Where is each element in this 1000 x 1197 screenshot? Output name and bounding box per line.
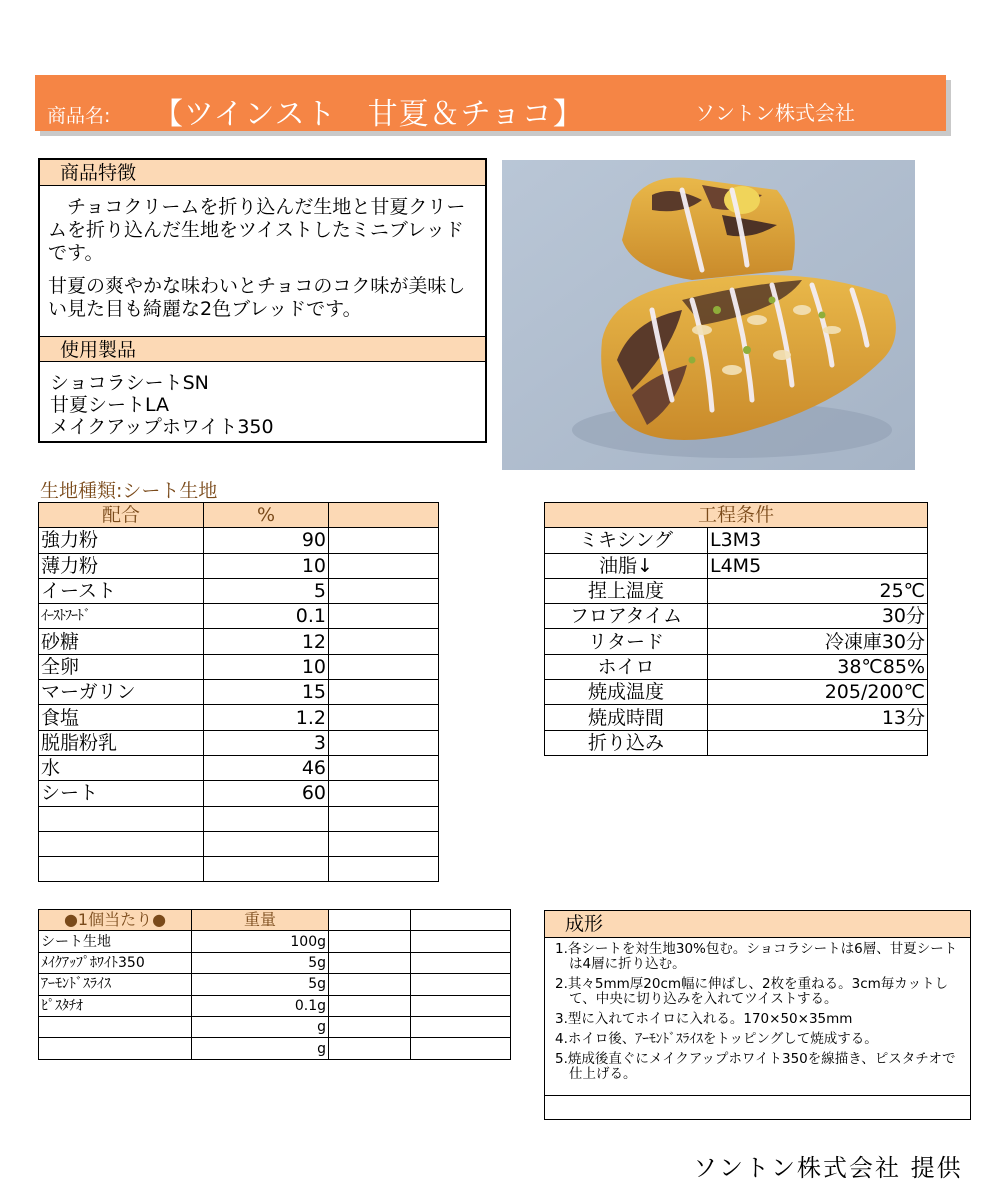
- topping-name: ﾒｲｸｱｯﾌﾟﾎﾜｲﾄ350: [39, 952, 192, 973]
- table-row: [39, 931, 511, 952]
- shaping-step: 2.其々5mm厚20cm幅に伸ばし、2枚を重ねる。3cm毎カットして、中央に切り込みを入れてツイストする。: [555, 976, 949, 1007]
- ingredient-name: シート: [39, 781, 204, 806]
- table-row: [545, 654, 928, 679]
- ingredient-name: 強力粉: [39, 528, 204, 553]
- process-value: L4M5: [708, 553, 928, 578]
- recipe-col-name: 配合: [39, 503, 204, 528]
- process-value: 25℃: [708, 578, 928, 603]
- ingredient-pct: [204, 806, 329, 831]
- process-value: 13分: [708, 705, 928, 730]
- table-row: [39, 654, 439, 679]
- process-value: [708, 730, 928, 755]
- table-row: [39, 952, 511, 973]
- ingredient-pct: 5: [204, 578, 329, 603]
- topping-name: ﾋﾟｽﾀﾁｵ: [39, 995, 192, 1016]
- ingredient-name: 水: [39, 755, 204, 780]
- table-row: [545, 604, 928, 629]
- process-step: 捏上温度: [545, 578, 708, 603]
- ingredient-pct: 15: [204, 680, 329, 705]
- ingredient-name: [39, 857, 204, 882]
- recipe-col-pct: %: [204, 503, 329, 528]
- table-row: [39, 528, 439, 553]
- table-row: [39, 629, 439, 654]
- process-value: 38℃85%: [708, 654, 928, 679]
- table-row: [545, 629, 928, 654]
- ingredient-name: イースト: [39, 578, 204, 603]
- process-step: ミキシング: [545, 528, 708, 553]
- topping-name: [39, 1038, 192, 1059]
- table-row: [39, 604, 439, 629]
- ingredient-name: ｲｰｽﾄﾌｰﾄﾞ: [39, 604, 204, 629]
- features-paragraph: チョコクリームを折り込んだ生地と甘夏クリームを折り込んだ生地をツイストしたミニブレッドです。: [48, 196, 466, 264]
- product-photo: [502, 160, 915, 470]
- process-step: ホイロ: [545, 654, 708, 679]
- ingredient-name: [39, 806, 204, 831]
- features-paragraph: 甘夏の爽やかな味わいとチョコのコク味が美味しい見た目も綺麗な2色ブレッドです。: [48, 275, 466, 320]
- table-row: [39, 995, 511, 1016]
- products-heading: 使用製品: [40, 336, 485, 362]
- ingredient-name: 砂糖: [39, 629, 204, 654]
- table-row: [39, 1038, 511, 1059]
- ingredient-pct: 0.1: [204, 604, 329, 629]
- table-row: [545, 705, 928, 730]
- table-row: [39, 553, 439, 578]
- topping-weight: 5g: [192, 974, 329, 995]
- topping-weight: 5g: [192, 952, 329, 973]
- ingredient-name: [39, 831, 204, 856]
- topping-name: シート生地: [39, 931, 192, 952]
- ingredient-name: 食塩: [39, 705, 204, 730]
- table-row: [39, 974, 511, 995]
- process-step: フロアタイム: [545, 604, 708, 629]
- table-row: [545, 578, 928, 603]
- ingredient-pct: 3: [204, 730, 329, 755]
- products-list: [40, 362, 485, 448]
- shaping-step: 4.ホイロ後、ｱｰﾓﾝﾄﾞｽﾗｲｽをトッピングして焼成する。: [555, 1031, 878, 1047]
- ingredient-pct: 1.2: [204, 705, 329, 730]
- shaping-step: 1.各シートを対生地30%包む。ショコラシートは6層、甘夏シートは4層に折り込む。: [555, 941, 958, 972]
- features-text: [40, 186, 485, 336]
- ingredient-pct: [204, 831, 329, 856]
- table-row: [39, 755, 439, 780]
- product-item: 甘夏シートLA: [50, 394, 170, 416]
- shaping-step: 3.型に入れてホイロに入れる。170×50×35mm: [555, 1011, 853, 1027]
- features-heading: 商品特徴: [40, 160, 485, 186]
- table-header-row: [39, 910, 511, 931]
- product-item: ショコラシートSN: [50, 372, 209, 394]
- table-row: [545, 553, 928, 578]
- shaping-steps: [545, 938, 970, 1082]
- shaping-step: 5.焼成後直ぐにメイクアップホワイト350を線描き、ピスタチオで仕上げる。: [555, 1051, 956, 1082]
- table-row: [545, 680, 928, 705]
- process-step: 油脂↓: [545, 553, 708, 578]
- ingredient-pct: 12: [204, 629, 329, 654]
- recipe-col-extra: [329, 503, 439, 528]
- process-table: [544, 502, 928, 756]
- table-row: [39, 705, 439, 730]
- ingredient-pct: 90: [204, 528, 329, 553]
- per-piece-col-name: ●1個当たり●: [39, 910, 192, 931]
- ingredient-name: 脱脂粉乳: [39, 730, 204, 755]
- process-step: 折り込み: [545, 730, 708, 755]
- process-step: 焼成温度: [545, 680, 708, 705]
- ingredient-name: 全卵: [39, 654, 204, 679]
- process-value: 冷凍庫30分: [708, 629, 928, 654]
- table-row: [39, 1016, 511, 1037]
- provider-credit: ソントン株式会社 提供: [693, 1154, 963, 1182]
- product-name-label: 商品名:: [47, 105, 111, 127]
- table-row: [39, 730, 439, 755]
- table-row: [39, 806, 439, 831]
- per-piece-col-weight: 重量: [192, 910, 329, 931]
- topping-name: [39, 1016, 192, 1037]
- ingredient-pct: 10: [204, 553, 329, 578]
- shaping-footer-row: [545, 1095, 970, 1119]
- topping-weight: 100g: [192, 931, 329, 952]
- table-row: [39, 857, 439, 882]
- product-item: メイクアップホワイト350: [50, 416, 274, 438]
- table-row: [39, 680, 439, 705]
- shaping-box: [544, 910, 971, 1120]
- recipe-table: [38, 502, 439, 882]
- ingredient-pct: 60: [204, 781, 329, 806]
- table-row: [39, 578, 439, 603]
- ingredient-name: 薄力粉: [39, 553, 204, 578]
- topping-weight: g: [192, 1038, 329, 1059]
- shaping-heading: 成形: [545, 911, 970, 938]
- topping-weight: g: [192, 1016, 329, 1037]
- process-value: L3M3: [708, 528, 928, 553]
- ingredient-pct: 10: [204, 654, 329, 679]
- product-title: 【ツインスト 甘夏＆チョコ】: [153, 97, 584, 132]
- table-row: [545, 730, 928, 755]
- dough-type: 生地種類:シート生地: [40, 480, 218, 502]
- table-row: [545, 528, 928, 553]
- title-banner: [35, 75, 946, 131]
- ingredient-pct: 46: [204, 755, 329, 780]
- ingredient-name: マーガリン: [39, 680, 204, 705]
- process-value: 30分: [708, 604, 928, 629]
- process-value: 205/200℃: [708, 680, 928, 705]
- topping-name: ｱｰﾓﾝﾄﾞｽﾗｲｽ: [39, 974, 192, 995]
- per-piece-table: [38, 909, 511, 1060]
- process-heading: 工程条件: [545, 503, 928, 528]
- table-row: [39, 781, 439, 806]
- features-box: [38, 158, 487, 443]
- topping-weight: 0.1g: [192, 995, 329, 1016]
- ingredient-pct: [204, 857, 329, 882]
- process-step: リタード: [545, 629, 708, 654]
- table-row: [39, 831, 439, 856]
- bread-illustration: [502, 160, 915, 470]
- process-step: 焼成時間: [545, 705, 708, 730]
- company-name: ソントン株式会社: [695, 101, 855, 125]
- table-header-row: [39, 503, 439, 528]
- table-header-row: [545, 503, 928, 528]
